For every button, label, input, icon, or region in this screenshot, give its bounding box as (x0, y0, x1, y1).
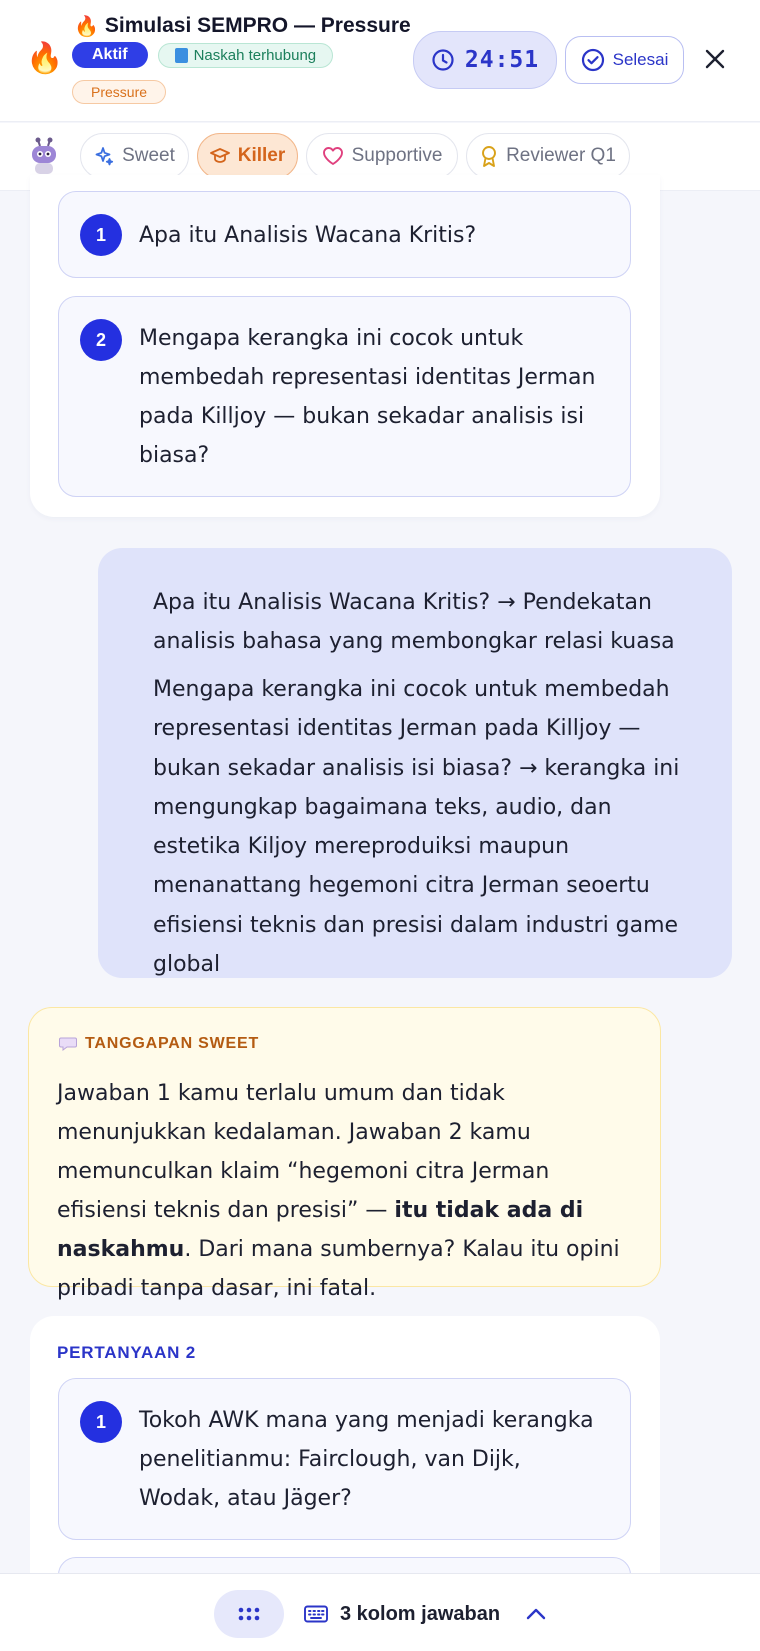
question-item (58, 1378, 631, 1540)
question-text: Tokoh AWK mana yang menjadi kerangka penelitianmu: Fairclough, van Dijk, Wodak, atau Jäger? (139, 1408, 594, 1511)
keyboard-icon (304, 1605, 328, 1623)
persona-tab-label: Killer (237, 145, 286, 166)
question-text: Mengapa kerangka ini cocok untuk membedah representasi identitas Jerman pada Killjoy — bukan sekadar analisis isi biasa? (139, 326, 596, 468)
book-icon (175, 48, 188, 63)
feedback-heading-label: TANGGAPAN SWEET (85, 1035, 260, 1052)
close-icon (704, 48, 726, 70)
flame-icon: 🔥 (26, 41, 64, 76)
answer-line: Mengapa kerangka ini cocok untuk membedah representasi identitas Jerman pada Killjoy — bukan sekadar analisis isi biasa? → kerangka ini mengungkap bagaimana teks, audio, dan estetika Kiljoy mereproduiksi maupun menanattang hegemoni citra Jerman seoertu efisiensi teknis dan presisi dalam industri game global (153, 677, 680, 978)
status-badges (72, 42, 333, 68)
question-set-label: PERTANYAAN 2 (57, 1343, 197, 1362)
user-answer-bubble (98, 548, 732, 978)
finish-button[interactable] (565, 36, 684, 84)
graduation-cap-icon (210, 147, 230, 165)
persona-tab-label: Sweet (122, 145, 175, 166)
timer-value: 24:51 (464, 47, 540, 73)
question-grid-button[interactable] (214, 1590, 284, 1638)
feedback-text-part: . Dari mana sumbernya? Kalau itu opini pribadi tanpa dasar, ini fatal. (57, 1237, 620, 1301)
top-header (0, 0, 760, 122)
answer-columns-label: 3 kolom jawaban (340, 1602, 501, 1625)
sparkle-icon (94, 146, 114, 166)
award-icon (480, 145, 498, 167)
question-number: 1 (80, 1401, 122, 1443)
question-number: 2 (80, 319, 122, 361)
speech-bubble-icon (59, 1037, 77, 1051)
robot-avatar-icon (26, 136, 62, 176)
session-title: Simulasi SEMPRO — Pressure (104, 14, 411, 37)
clock-icon (431, 48, 455, 72)
question-text: Apa itu Analisis Wacana Kritis? (139, 223, 477, 248)
feedback-text-part: Jawaban 1 kamu terlalu umum dan tidak menunjukkan kedalaman. Jawaban 2 kamu memunculkan klaim “hegemoni citra Jerman efisiensi teknis dan presisi” — (57, 1081, 550, 1223)
feedback-emphasis: itu tidak ada di naskahmu (57, 1198, 584, 1262)
status-badge: Aktif (72, 42, 148, 68)
manuscript-linked-label: Naskah terhubung (193, 46, 317, 64)
mode-badge: Pressure (72, 80, 166, 104)
persona-tab-label: Reviewer Q1 (506, 145, 616, 166)
feedback-card (28, 1007, 661, 1301)
question-item (58, 191, 631, 278)
close-button[interactable] (700, 44, 730, 74)
flame-icon: 🔥 (74, 14, 99, 38)
finish-button-label: Selesai (612, 50, 669, 69)
persona-tab-reviewer-q1[interactable] (466, 133, 630, 179)
answer-columns-toggle[interactable] (304, 1592, 546, 1636)
chevron-up-icon[interactable] (526, 1608, 546, 1620)
title-row (74, 14, 411, 38)
persona-tab-killer[interactable] (197, 133, 298, 179)
feedback-heading (59, 1035, 259, 1053)
answer-line: Apa itu Analisis Wacana Kritis? → Pendekatan analisis bahasa yang membongkar relasi kuasa (153, 590, 675, 655)
dots-grid-icon (238, 1607, 260, 1621)
heart-icon (322, 146, 344, 166)
persona-tab-sweet[interactable] (80, 133, 189, 179)
check-circle-icon (581, 48, 605, 72)
bottom-toolbar (0, 1573, 760, 1651)
question-number: 1 (80, 214, 122, 256)
persona-tab-supportive[interactable] (306, 133, 458, 179)
session-timer (413, 31, 557, 89)
question-item (58, 296, 631, 497)
manuscript-linked-badge (158, 43, 334, 68)
feedback-text (57, 1074, 637, 1308)
persona-tab-label: Supportive (351, 145, 443, 166)
